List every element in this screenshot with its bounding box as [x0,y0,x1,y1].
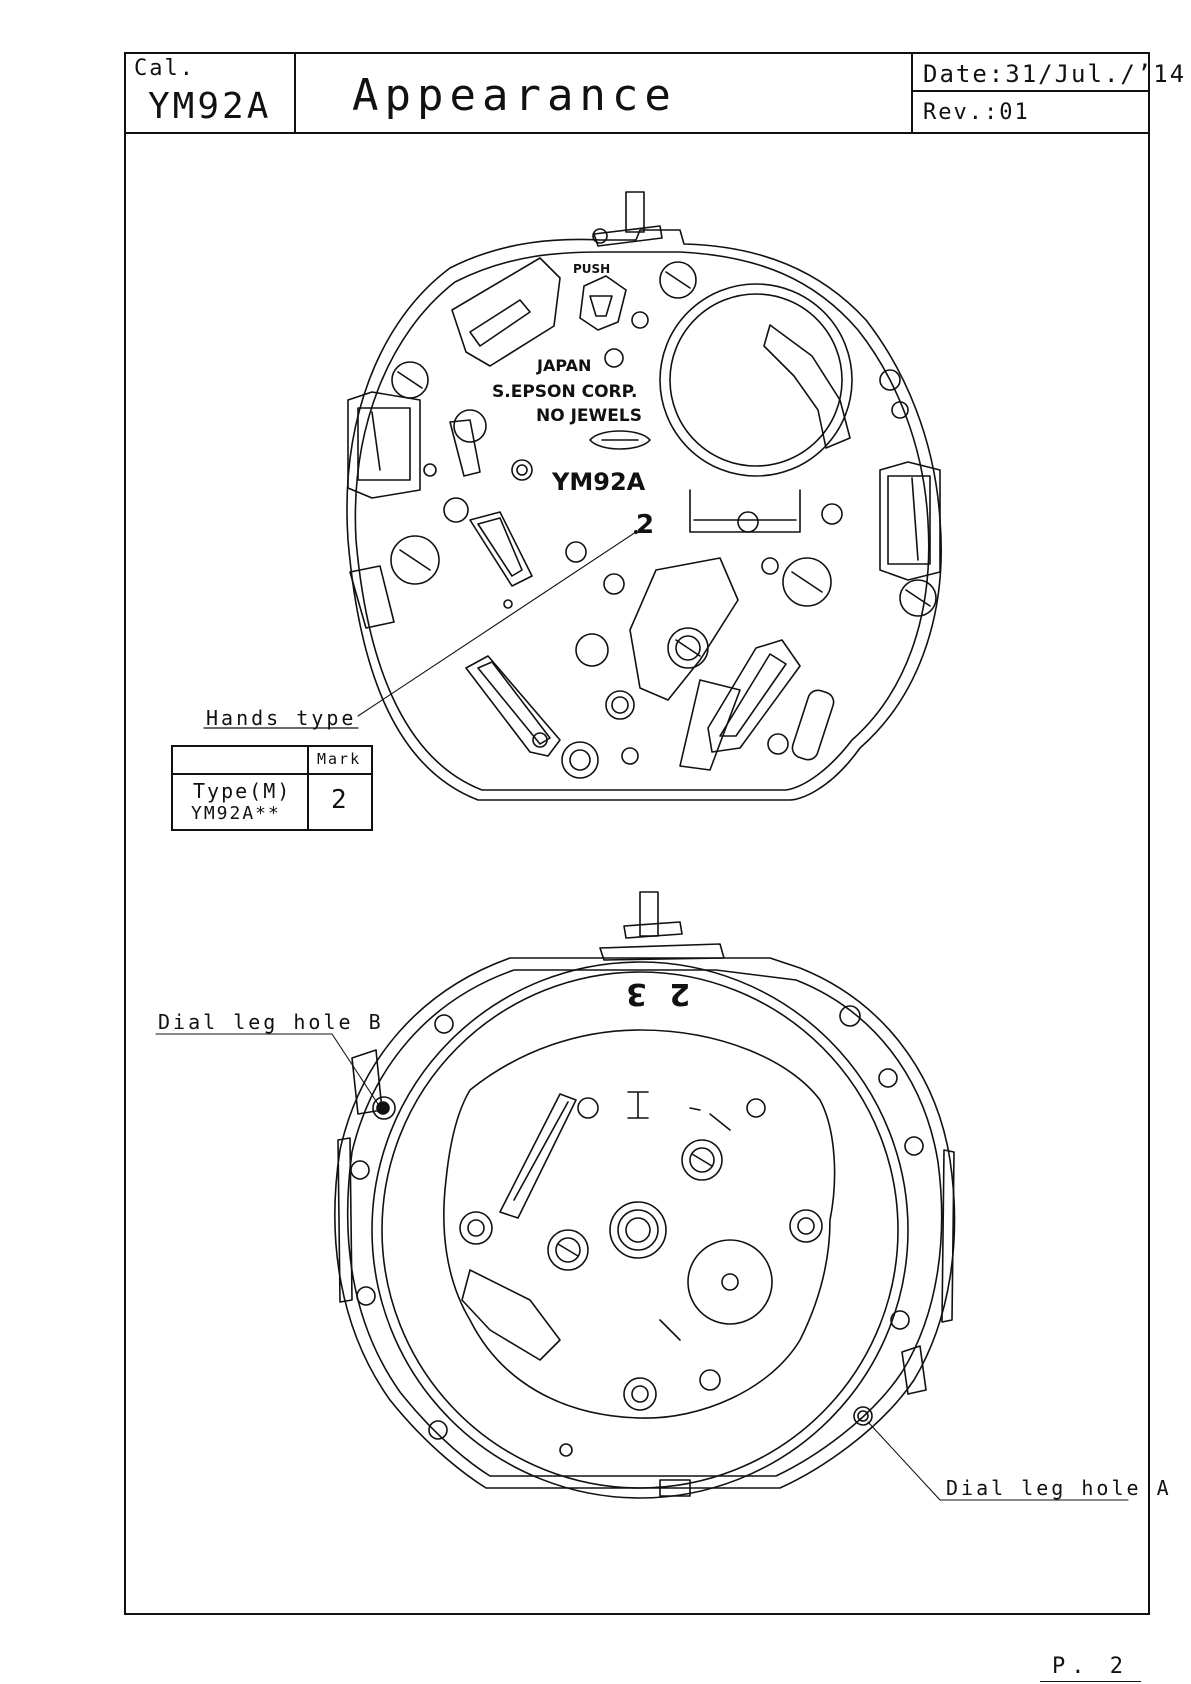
page-number: P. 2 [1040,1654,1141,1682]
model-engraving: YM92A [552,468,646,496]
leg-hole-b-leader [156,1034,378,1104]
hands-type-table [171,745,373,831]
table-header-mark: Mark [317,750,362,768]
back-crown-stem [640,892,658,936]
table-row-type: Type(M) [193,779,292,803]
push-engraving: PUSH [573,262,611,276]
dial-leg-hole-b-marker [377,1102,389,1114]
table-row-mark: 2 [331,785,349,815]
revision-text: Rev.:01 [923,100,1030,125]
dial-leg-hole-b-label: Dial leg hole B [158,1010,384,1034]
front-movement-view [347,192,941,800]
dial-leg-hole-a-label: Dial leg hole A [946,1476,1172,1500]
japan-engraving: JAPAN [537,356,592,375]
jewels-engraving: NO JEWELS [536,406,642,426]
caliber-label: Cal. [134,56,195,81]
maker-engraving: S.EPSON CORP. [492,382,638,402]
inner-module [444,1030,835,1418]
table-row-model: YM92A** [191,803,281,824]
back-engraving: 2 3 [620,976,691,1011]
page-title: Appearance [352,70,677,121]
crown-stem [626,192,644,232]
hands-type-label: Hands type [206,706,357,730]
battery-icon [660,284,852,476]
push-lever [580,276,626,330]
date-text: Date:31/Jul./’14 [923,60,1187,88]
caliber-value: YM92A [148,86,272,127]
hands-type-leader [358,532,636,716]
hands-mark-engraving: 2 [636,510,655,540]
